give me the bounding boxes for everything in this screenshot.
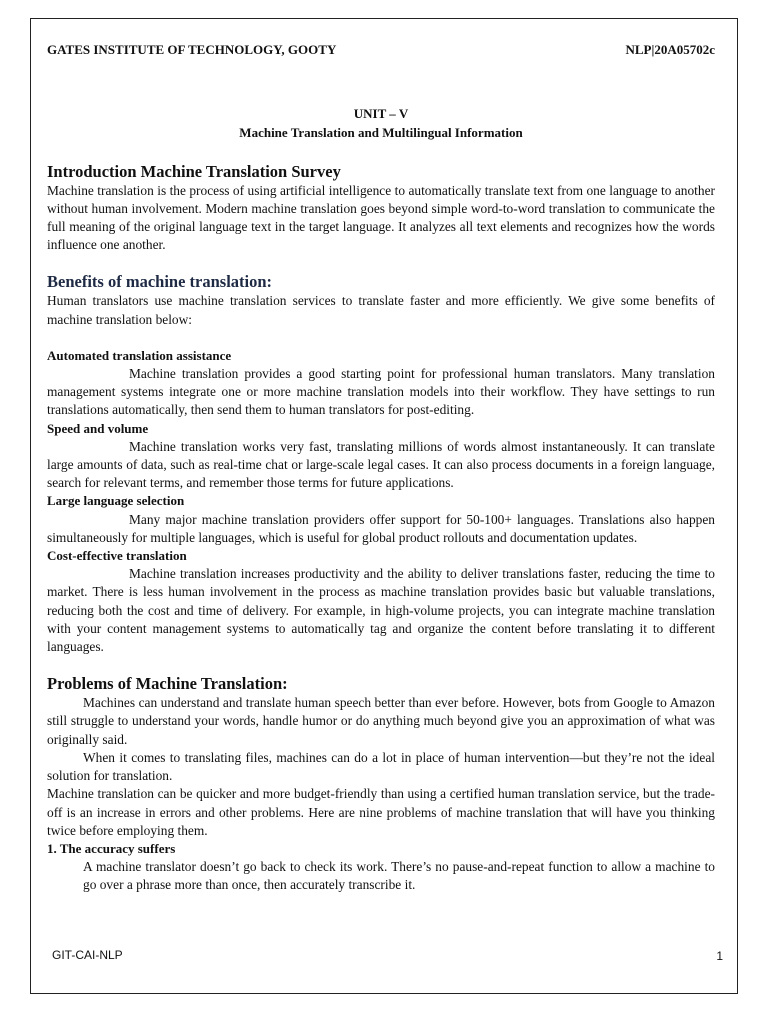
unit-title: UNIT – V (353, 106, 409, 122)
page-number: 1 (716, 949, 723, 963)
page-content (47, 41, 715, 895)
benefit-text: Machine translation works very fast, translating millions of words almost instantaneously. It can translate large amounts of data, such as real-time chat or large-scale legal cases. It can also process documents in a foreign language, search for relevant terms, and remember those terms for future applications. (47, 438, 715, 491)
course-code: NLP|20A05702c (625, 42, 715, 57)
problems-heading: Problems of Machine Translation: (47, 674, 288, 694)
institute-name: GATES INSTITUTE OF TECHNOLOGY, GOOTY (47, 42, 337, 57)
problems-paragraph-1: Machines can understand and translate human speech better than ever before. However, bots from Google to Amazon still struggle to understand your words, handle humor or do anything much beyond give you an approximation of what was originally said. (47, 695, 715, 747)
problems-paragraph-2: When it comes to translating files, machines can do a lot in place of human intervention—but they’re not the ideal solution for translation. (47, 749, 715, 784)
benefit-text: Many major machine translation providers offer support for 50-100+ languages. Translations also happen simultaneously for multiple languages, which is useful for global product rollouts and documentation updates. (47, 511, 715, 545)
intro-paragraph: Machine translation is the process of using artificial intelligence to automatically translate text from one language to another without human involvement. Modern machine translation goes beyond simple word-to-word translation to communicate the full meaning of the original language text in the target language. It analyzes all text elements and recognizes how the words influence one another. (47, 182, 715, 253)
page-header (47, 41, 715, 59)
benefit-text: Machine translation increases productivity and the ability to deliver translations faster, reducing the time to market. There is less human involvement in the process as machine translation provides basic but valuable translations, reducing both the cost and time of delivery. For example, in high-volume projects, you can integrate machine translation with your content management systems to automatically tag and organize the content before translating it to different languages. (47, 566, 715, 655)
unit-subtitle: Machine Translation and Multilingual Information (239, 125, 523, 141)
benefit-text: Machine translation provides a good starting point for professional human translators. Many translation management systems integrate one or more machine translation models into their workflow. They have settings to run translations automatically, then send them to human translators for post-editing. (47, 366, 715, 418)
page-frame (30, 18, 738, 994)
problem-item-title: 1. The accuracy suffers (47, 840, 176, 856)
benefit-title: Speed and volume (47, 420, 149, 436)
problem-item-text: A machine translator doesn’t go back to check its work. There’s no pause-and-repeat function to allow a machine to go over a phrase more than once, then accurately transcribe it. (83, 859, 715, 893)
benefit-title: Cost-effective translation (47, 548, 187, 564)
problems-paragraph-3: Machine translation can be quicker and more budget-friendly than using a certified human translation service, but the trade-off is an increase in errors and other problems. Here are nine problems of machine translation that will have you thinking twice before employing them. (47, 786, 715, 838)
footer-label: GIT-CAI-NLP (52, 948, 123, 962)
intro-heading: Introduction Machine Translation Survey (47, 161, 341, 181)
spacer (47, 329, 715, 347)
benefit-title: Large language selection (47, 493, 185, 509)
benefits-intro: Human translators use machine translation services to translate faster and more efficiently. We give some benefits of machine translation below: (47, 293, 715, 327)
benefits-heading: Benefits of machine translation: (47, 272, 273, 292)
benefit-title: Automated translation assistance (47, 347, 232, 363)
